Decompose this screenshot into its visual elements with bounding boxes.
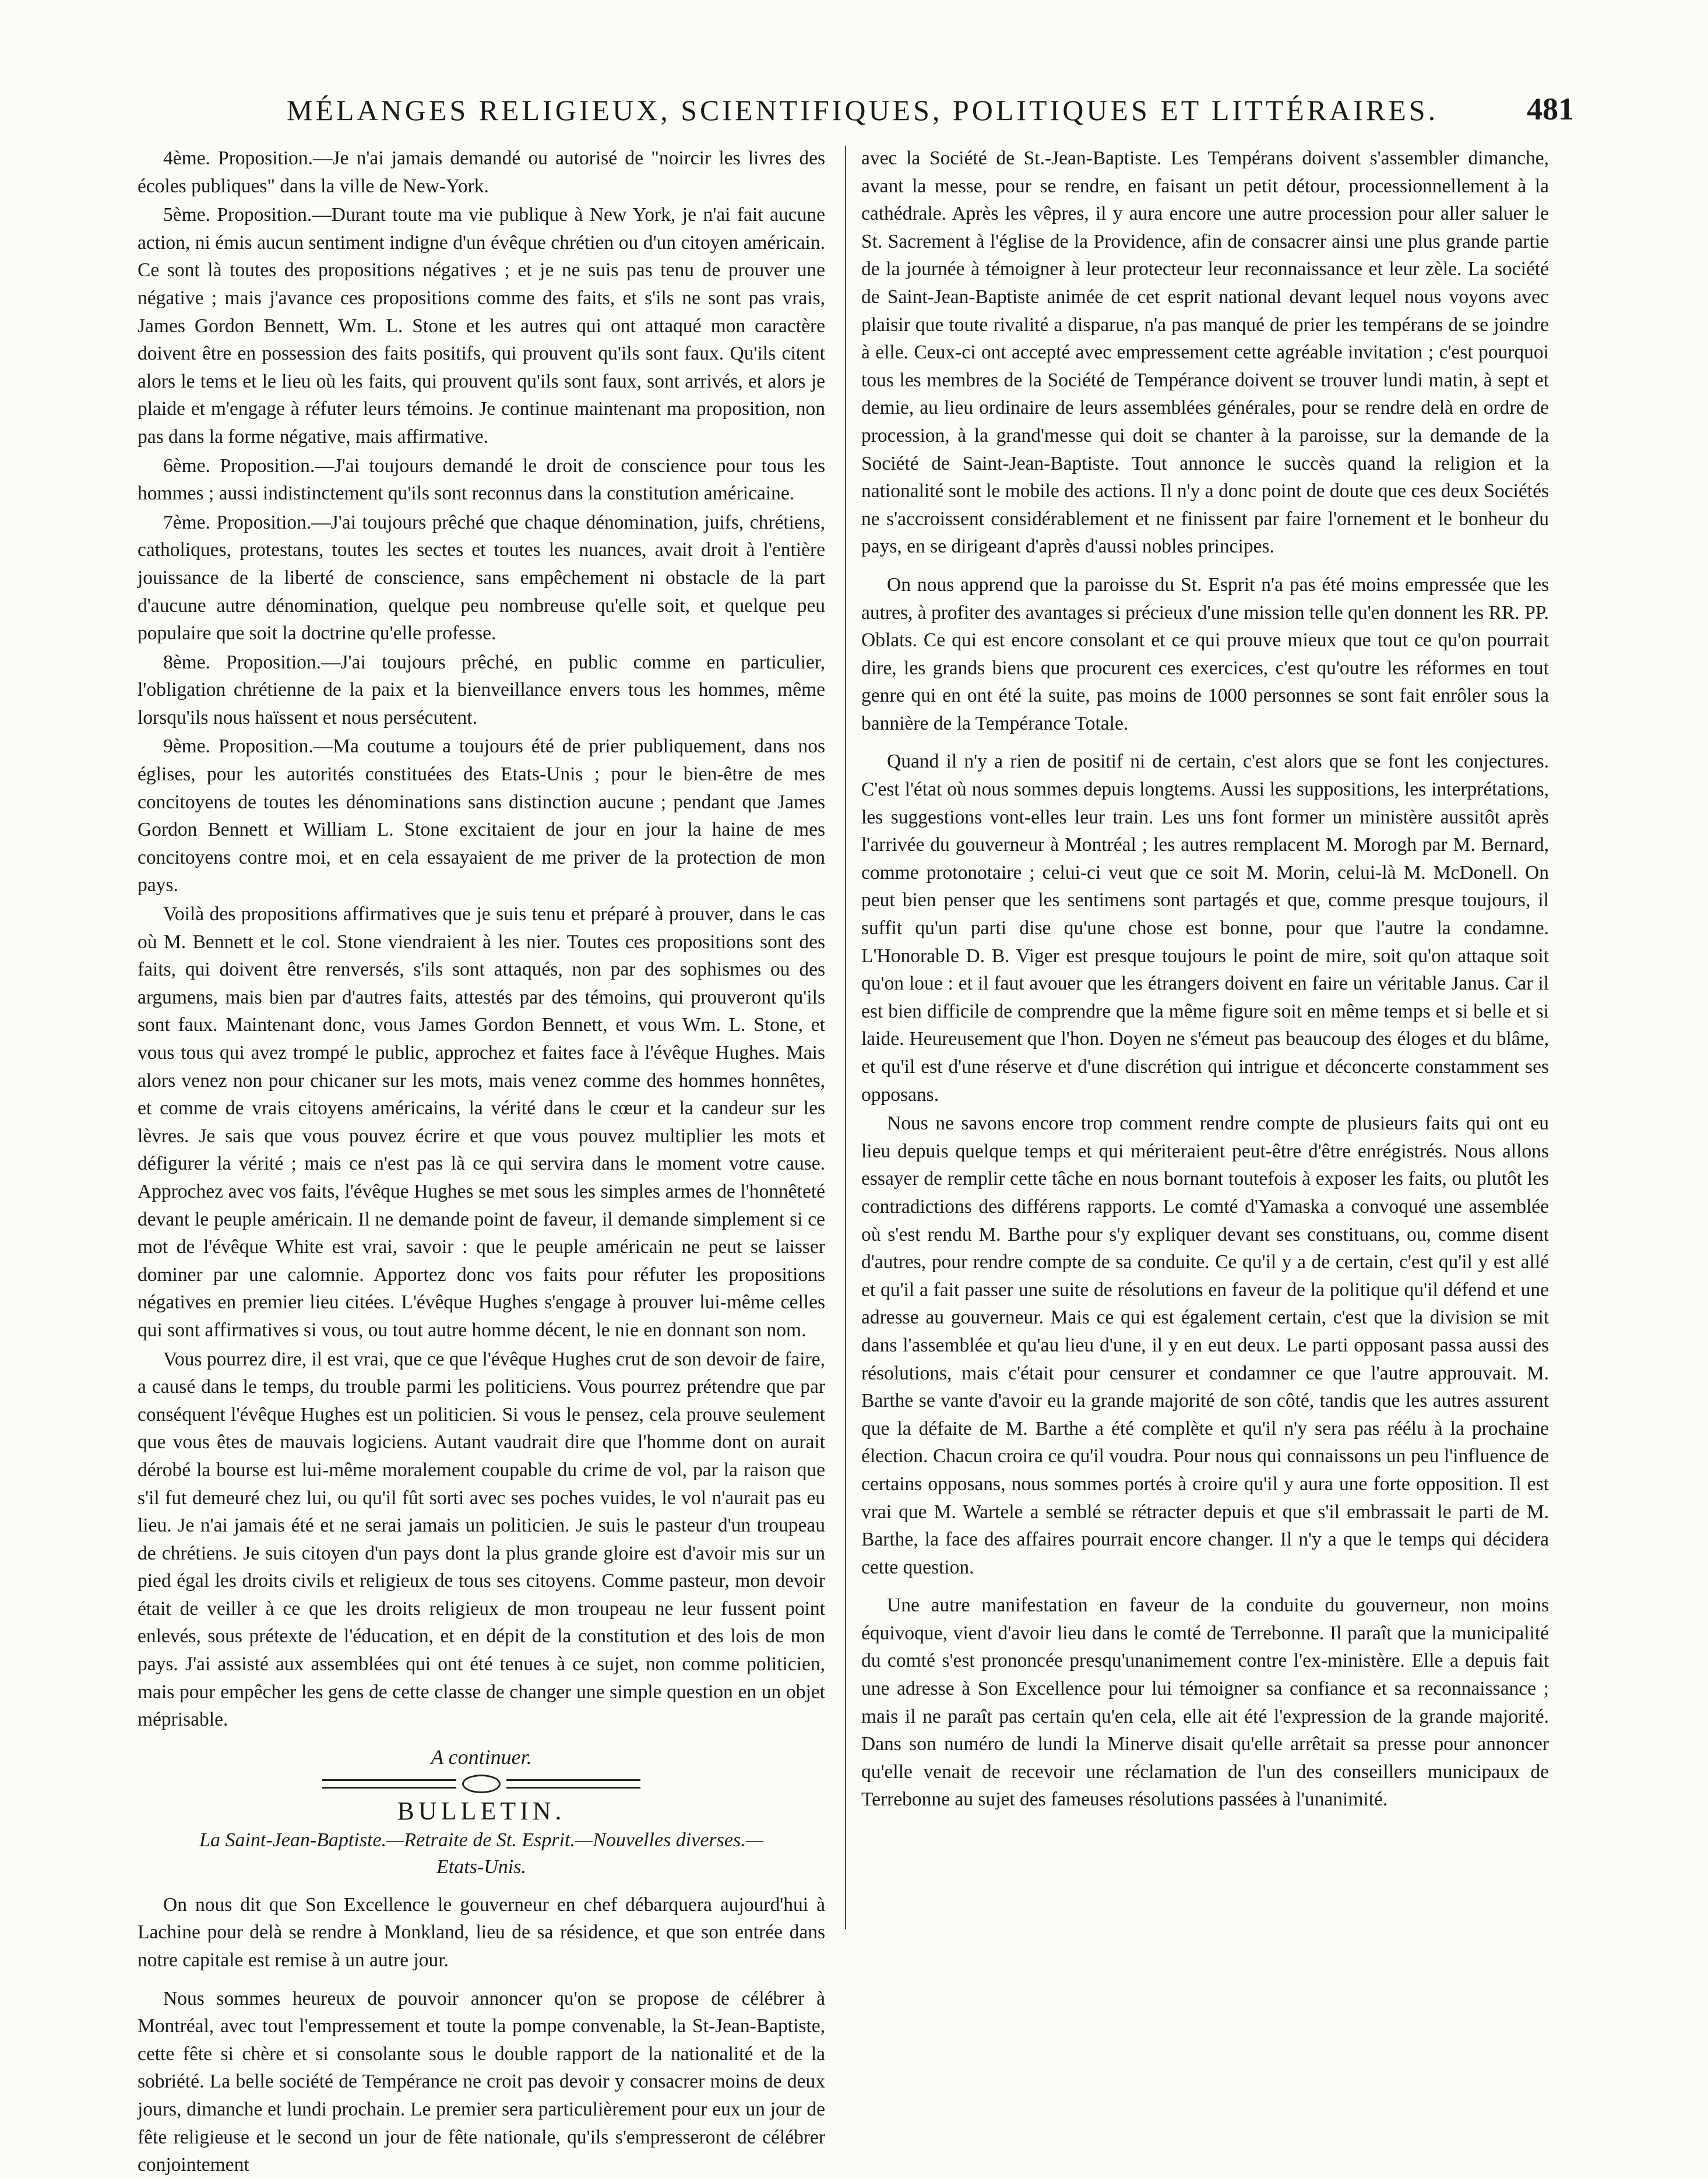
bulletin-paragraph: Quand il n'y a rien de positif ni de certain, c'est alors que se font les conjectures. C'est l'état où nous sommes depuis longtems. Aussi les suppositions, les interprétations, les suggestions vont-elles leur train. Les uns font former un ministère aussitôt après l'arrivée du gouverneur à Montréal ; les autres remplacent M. Morogh par M. Bernard, comme protonotaire ; celui-ci veut que ce soit M. Morin, celui-là M. McDonell. On peut bien penser que les sentimens sont partagés et que, comme presque toujours, il suffit qu'un parti dise qu'une chose est bonne, pour que l'autre la condamne. L'Honorable D. B. Viger est presque toujours le point de mire, soit qu'on attaque soit qu'on loue : et il faut avouer que les étrangers doivent en faire un véritable Janus. Car il est bien difficile de comprendre que la même figure soit en même temps et si belle et si laide. Heureusement que l'hon. Doyen ne s'émeut pas beaucoup des éloges et du blâme, et qu'il est d'une réserve et d'une discrétion qui intrigue et déconcerte constamment ses opposans.: [861, 751, 1549, 1106]
continuation-note: A continuer.: [431, 1745, 532, 1769]
bulletin-subtitle: Etats-Unis.: [436, 1856, 526, 1878]
proposition-5: 5ème. Proposition.—Durant toute ma vie publique à New York, je n'ai fait aucune action, ni émis aucun sentiment indigne d'un évêque chrétien ou d'un citoyen américain. Ce sont là toutes des propositions négatives ; et je ne suis pas tenu de prouver une négative ; mais j'avance ces propositions comme des faits, et s'ils ne sont pas vrais, James Gordon Bennett, Wm. L. Stone et les autres qui ont attaqué mon caractère doivent être en possession des faits positifs, qui prouvent qu'ils sont faux. Qu'ils citent alors le tems et le lieu où les faits, qui prouvent qu'ils sont faux, sont arrivés, et alors je plaide et m'engage à réfuter leurs témoins. Je continue maintenant ma proposition, non pas dans la forme négative, mais affirmative.: [138, 204, 825, 448]
bulletin-heading: BULLETIN.: [397, 1796, 566, 1825]
proposition-6: 6ème. Proposition.—J'ai toujours demandé le droit de conscience pour tous les hommes ; aussi indistinctement qu'ils sont reconnus dans la constitution américaine.: [138, 455, 825, 505]
left-column: [138, 145, 825, 2179]
proposition-4: 4ème. Proposition.—Je n'ai jamais demandé ou autorisé de "noircir les livres des écoles publiques" dans la ville de New-York.: [138, 147, 825, 197]
ornament-rosette: [462, 1775, 501, 1793]
article-paragraph: Voilà des propositions affirmatives que je suis tenu et préparé à prouver, dans le cas où M. Bennett et le col. Stone viendraient à les nier. Toutes ces propositions sont des faits, qui doivent être renversés, s'ils sont attaqués, non par des sophismes ou des argumens, mais bien par d'autres faits, attestés par des témoins, qui prouveront qu'ils sont faux. Maintenant donc, vous James Gordon Bennett, et vous Wm. L. Stone, et vous tous qui avez trompé le public, approchez et faites face à l'évêque Hughes. Mais alors venez non pour chicaner sur les mots, mais venez comme des hommes honnêtes, et comme de vrais citoyens américains, la vérité dans le cœur et la candeur sur les lèvres. Je sais que vous pouvez écrire et que vous pouvez multiplier les mots et défigurer la vérité ; mais ce n'est pas là ce qui servira dans le moment votre cause. Approchez avec vos faits, l'évêque Hughes se met sous les simples armes de l'honnêteté devant le peuple américain. Il ne demande point de faveur, il demande simplement si ce mot de l'évêque White est vrai, savoir : que le peuple américain ne peut se laisser dominer par une calomnie. Apportez donc vos faits pour réfuter les propositions négatives en premier lieu citées. L'évêque Hughes s'engage à prouver lui-même celles qui sont affirmatives si vous, ou tout autre homme décent, le nie en donnant son nom.: [138, 903, 825, 1341]
page-number: 481: [1527, 91, 1574, 126]
bulletin-paragraph: Nous ne savons encore trop comment rendre compte de plusieurs faits qui ont eu lieu depuis quelque temps et qui mériteraient peut-être d'être enrégistrés. Nous allons essayer de remplir cette tâche en nous bornant toutefois à exposer les faits, ou plutôt les contradictions des différens rapports. Le comté d'Yamaska a convoqué une assemblée où s'est rendu M. Barthe pour s'y expliquer devant ses constituans, ou, comme disent d'autres, pour rendre compte de sa conduite. Ce qu'il y a de certain, c'est qu'il y est allé et qu'il a fait passer une suite de résolutions en faveur de la politique qu'il défend et une adresse au gouverneur. Mais ce qui est également certain, c'est que la division se mit dans l'assemblée et qu'au lieu d'une, il y en eut deux. Le parti opposant passa aussi des résolutions, mais c'était pour censurer et condamner ce que l'autre approuvait. M. Barthe se vante d'avoir eu la grande majorité de son côté, tandis que les autres assurent que la défaite de M. Barthe a été complète et qu'il n'y sera pas réélu à la prochaine élection. Chacun croira ce qu'il voudra. Pour nous qui connaissons un peu l'influence de certains opposans, nous sommes portés à croire qu'il y aura une forte opposition. Il est vrai que M. Wartele a semblé se rétracter depuis et que s'il embrassait le parti de M. Barthe, la face des affaires pourrait encore changer. Il n'y a que le temps qui décidera cette question.: [861, 1113, 1549, 1578]
bulletin-paragraph: On nous apprend que la paroisse du St. Esprit n'a pas été moins empressée que les autres, à profiter des avantages si précieux d'une mission telle qu'en donnent les RR. PP. Oblats. Ce qui est encore consolant et ce qui prouve mieux que tout ce qu'on pourrait dire, les grands biens que procurent ces exercices, c'est qu'outre les réformes en tout genre qui en ont été la suite, pas moins de 1000 personnes se sont fait enrôler sous la bannière de la Tempérance Totale.: [861, 573, 1549, 734]
right-column: [861, 145, 1549, 1814]
running-head: MÉLANGES RELIGIEUX, SCIENTIFIQUES, POLITIQUES ET LITTÉRAIRES.: [286, 94, 1439, 126]
article-paragraph: Vous pourrez dire, il est vrai, que ce que l'évêque Hughes crut de son devoir de faire, a causé dans le temps, du trouble parmi les politiciens. Vous pourrez prétendre que par conséquent l'évêque Hughes est un politicien. Si vous le pensez, cela prouve seulement que vous êtes de mauvais logiciens. Autant vaudrait dire que l'homme dont on aurait dérobé la bourse est lui-même moralement coupable du crime de vol, par la raison que s'il fut demeuré chez lui, ou qu'il fût sorti avec ses poches vuides, le vol n'aurait pas eu lieu. Je n'ai jamais été et ne serai jamais un politicien. Je suis le pasteur d'un troupeau de chrétiens. Je suis citoyen d'un pays dont la plus grande gloire est d'avoir mis sur un pied égal les droits civils et religieux de tous ses citoyens. Comme pasteur, mon devoir était de veiller à ce que les droits religieux de mon troupeau ne leur fussent point enlevés, sous prétexte de l'éducation, et en dépit de la constitution et des lois de mon pays. J'ai assisté aux assemblées qui ont été tenues à ce sujet, non comme politicien, mais pour empêcher les gens de cette classe de changer une simple question en un objet méprisable.: [138, 1348, 825, 1731]
bulletin-paragraph: Nous sommes heureux de pouvoir annoncer qu'on se propose de célébrer à Montréal, avec tout l'empressement et toute la pompe convenable, la St-Jean-Baptiste, cette fête si chère et si consolante sous le double rapport de la nationalité et de la sobriété. La belle société de Tempérance ne croit pas devoir y consacrer moins de deux jours, dimanche et lundi prochain. Le premier sera particulièrement pour eux un jour de fête religieuse et le second un jour de fête nationale, qu'ils s'empresseront de célébrer conjointement: [138, 1987, 825, 2176]
bulletin-paragraph: Une autre manifestation en faveur de la conduite du gouverneur, non moins équivoque, vient d'avoir lieu dans le comté de Terrebonne. Il paraît que la municipalité du comté s'est prononcée presqu'unanimement contre l'ex-ministère. Elle a depuis fait une adresse à Son Excellence pour lui témoigner sa confiance et sa reconnaissance ; mais il ne paraît pas certain qu'en cela, elle ait été l'expression de la grande majorité. Dans son numéro de lundi la Minerve disait qu'elle arrêtait sa presse pour annoncer qu'elle venait de recevoir une réclamation de l'un des conseillers municipaux de Terrebonne au sujet des fameuses résolutions passées à l'unanimité.: [861, 1594, 1549, 1811]
proposition-8: 8ème. Proposition.—J'ai toujours prêché, en public comme en particulier, l'obligation chrétienne de la paix et la bienveillance envers tous les hommes, même lorsqu'ils nous haïssent et nous persécutent.: [138, 651, 825, 728]
ornament-bar: [322, 1779, 456, 1789]
ornament-bar: [506, 1779, 640, 1789]
proposition-7: 7ème. Proposition.—J'ai toujours prêché que chaque dénomination, juifs, chrétiens, catholiques, protestans, toutes les sectes et toutes les nuances, avait droit à l'entière jouissance de la liberté de conscience, sans empêchement ni obstacle de la part d'aucune autre dénomination, quelque peu nombreuse qu'elle soit, et quelque peu populaire que soit la doctrine qu'elle professe.: [138, 511, 825, 645]
column-rule: [845, 146, 846, 1929]
bulletin-subtitle: La Saint-Jean-Baptiste.—Retraite de St. Esprit.—Nouvelles diverses.—: [199, 1829, 763, 1851]
ornament-divider: [138, 1772, 825, 1796]
bulletin-paragraph: avec la Société de St.-Jean-Baptiste. Les Tempérans doivent s'assembler dimanche, avant la messe, pour se rendre, en faisant un petit détour, processionnellement à la cathédrale. Après les vêpres, il y aura encore une autre procession pour aller saluer le St. Sacrement à l'église de la Providence, afin de consacrer ainsi une plus grande partie de la journée à témoigner à leur protecteur leur reconnaissance et leur zèle. La société de Saint-Jean-Baptiste animée de cet esprit national devant lequel nous voyons avec plaisir que toute rivalité a disparue, n'a pas manqué de prier les tempérans de se joindre à elle. Ceux-ci ont accepté avec empressement cette agréable invitation ; c'est pourquoi tous les membres de la Société de Tempérance doivent se trouver lundi matin, à sept et demie, au lieu ordinaire de leurs assemblées générales, pour se rendre delà en ordre de procession, à la grand'messe qui doit se chanter à la paroisse, sur la demande de la Société de Saint-Jean-Baptiste. Tout annonce le succès quand la religion et la nationalité sont le mobile des actions. Il n'y a donc point de doute que ces deux Sociétés ne s'accroissent considérablement et ne finissent par faire l'ornement et le bonheur du pays, en se dirigeant d'après d'aussi nobles principes.: [861, 147, 1549, 558]
bulletin-paragraph: On nous dit que Son Excellence le gouverneur en chef débarquera aujourd'hui à Lachine pour delà se rendre à Monkland, lieu de sa résidence, et que son entrée dans notre capitale est remise à un autre jour.: [138, 1893, 825, 1972]
proposition-9: 9ème. Proposition.—Ma coutume a toujours été de prier publiquement, dans nos églises, pour les autorités constituées des Etats-Unis ; pour le bien-être de mes concitoyens de toutes les dénominations sans distinction aucune ; pendant que James Gordon Bennett et William L. Stone excitaient de jour en jour la haine de mes concitoyens contre moi, et en cela essayaient de me priver de la protection de mon pays.: [138, 735, 825, 896]
